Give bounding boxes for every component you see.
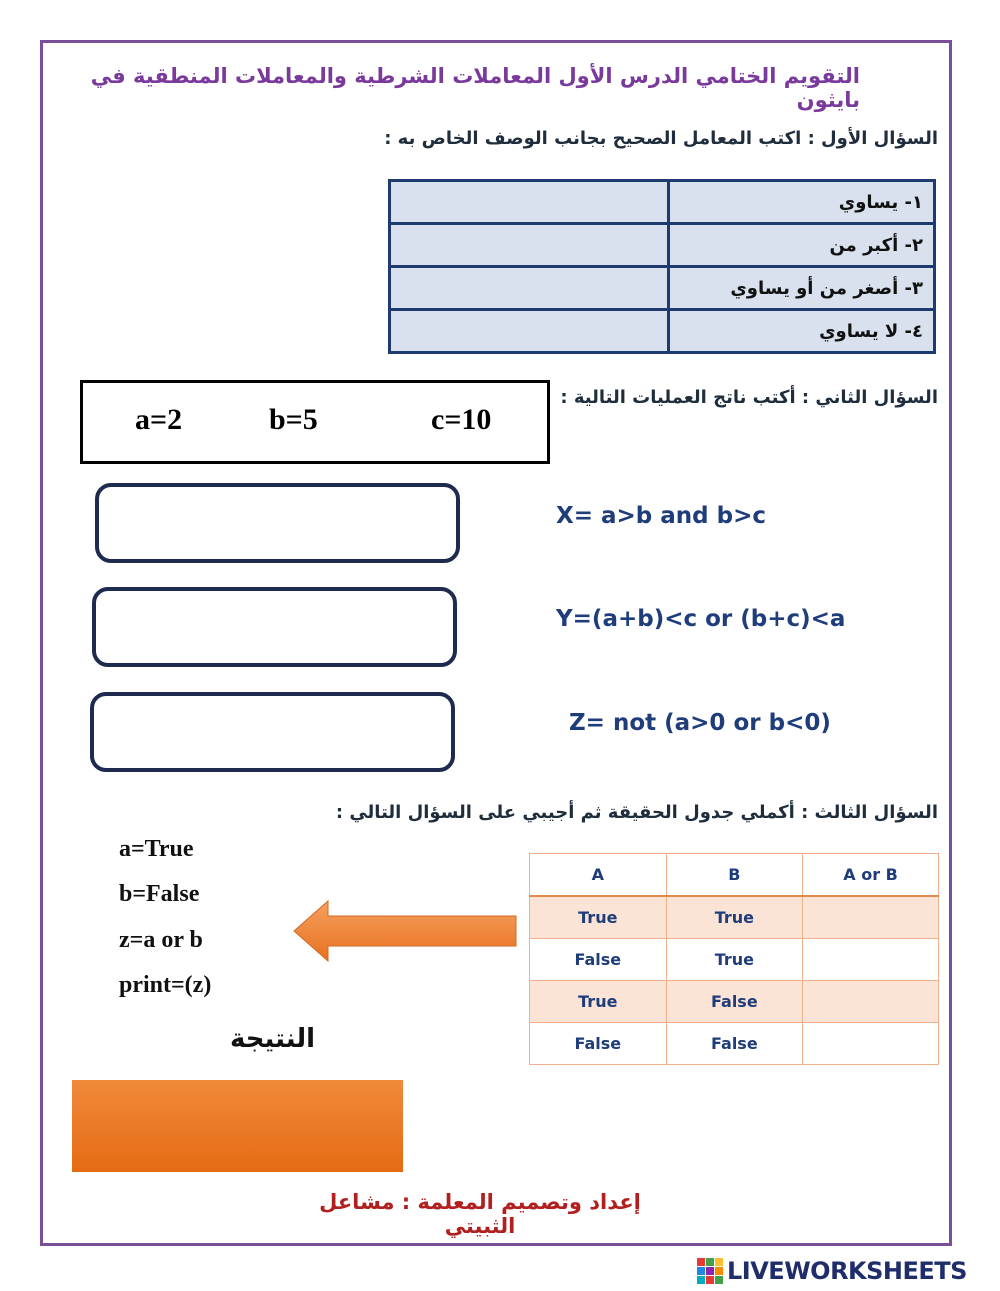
- header-a-or-b: A or B: [803, 854, 939, 897]
- answer-cell[interactable]: [803, 939, 939, 981]
- footer-credit: إعداد وتصميم المعلمة : مشاعل الثبيتي: [319, 1190, 641, 1238]
- question-3-prompt: السؤال الثالث : أكملي جدول الحقيقة ثم أجيبي على السؤال التالي :: [335, 802, 938, 823]
- expression-z: Z= not (a>0 or b<0): [569, 710, 831, 736]
- truth-table-header: [530, 854, 939, 897]
- code-line: b=False: [119, 881, 200, 907]
- cell-a: False: [530, 939, 667, 981]
- code-line: print=(z): [119, 972, 212, 998]
- table-row: [530, 939, 939, 981]
- expression-y: Y=(a+b)<c or (b+c)<a: [556, 606, 846, 632]
- variable-c: c=10: [431, 403, 492, 436]
- operator-description: ٢- أكبر من: [669, 224, 935, 267]
- cell-a: True: [530, 981, 667, 1023]
- code-line: z=a or b: [119, 927, 203, 953]
- operator-answer-cell[interactable]: [390, 181, 669, 224]
- answer-cell[interactable]: [803, 896, 939, 939]
- worksheet-title: التقويم الختامي الدرس الأول المعاملات الشرطية والمعاملات المنطقية في بايثون: [90, 64, 860, 112]
- header-a: A: [530, 854, 667, 897]
- operator-answer-cell[interactable]: [390, 224, 669, 267]
- table-row: [390, 310, 935, 353]
- variables-box: [80, 380, 550, 464]
- expression-x: X= a>b and b>c: [556, 503, 767, 529]
- operator-description: ١- يساوي: [669, 181, 935, 224]
- variable-b: b=5: [269, 403, 318, 436]
- answer-box-y[interactable]: [92, 587, 457, 667]
- header-b: B: [666, 854, 803, 897]
- answer-box-x[interactable]: [95, 483, 460, 563]
- answer-cell[interactable]: [803, 1023, 939, 1065]
- operator-description: ٣- أصغر من أو يساوي: [669, 267, 935, 310]
- code-line: a=True: [119, 836, 194, 862]
- table-row: [530, 981, 939, 1023]
- operator-answer-cell[interactable]: [390, 310, 669, 353]
- left-arrow-icon: [292, 898, 520, 964]
- table-row: [390, 224, 935, 267]
- answer-cell[interactable]: [803, 981, 939, 1023]
- question-2-prompt: السؤال الثاني : أكتب ناتج العمليات التالية :: [560, 387, 938, 408]
- cell-b: False: [666, 981, 803, 1023]
- cell-a: True: [530, 896, 667, 939]
- brand-text: LIVEWORKSHEETS: [727, 1257, 967, 1285]
- cell-b: False: [666, 1023, 803, 1065]
- truth-table: [529, 853, 939, 1065]
- table-row: [390, 181, 935, 224]
- answer-box-z[interactable]: [90, 692, 455, 772]
- result-label: النتيجة: [230, 1024, 316, 1054]
- table-row: [530, 1023, 939, 1065]
- operator-answer-cell[interactable]: [390, 267, 669, 310]
- cell-b: True: [666, 896, 803, 939]
- cell-b: True: [666, 939, 803, 981]
- operators-table: [388, 179, 936, 354]
- operator-description: ٤- لا يساوي: [669, 310, 935, 353]
- result-answer-box[interactable]: [72, 1080, 403, 1172]
- cell-a: False: [530, 1023, 667, 1065]
- liveworksheets-logo: [697, 1256, 967, 1286]
- table-row: [390, 267, 935, 310]
- variable-a: a=2: [135, 403, 183, 436]
- table-row: [530, 896, 939, 939]
- question-1-prompt: السؤال الأول : اكتب المعامل الصحيح بجانب الوصف الخاص به :: [384, 128, 938, 149]
- liveworksheets-logo-icon: [697, 1258, 723, 1284]
